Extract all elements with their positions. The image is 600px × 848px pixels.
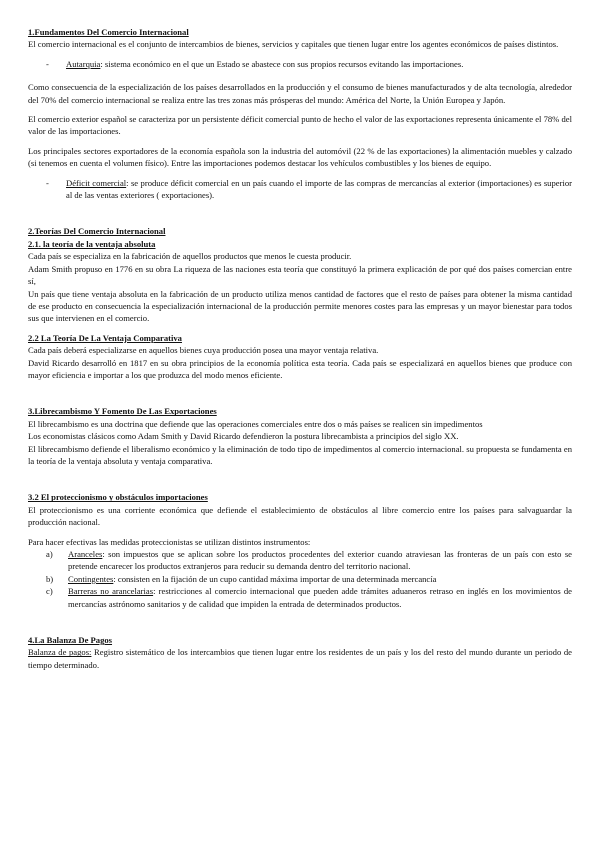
paragraph: Cada país se especializa en la fabricación de aquellos productos que menos le cuesta producir.: [28, 251, 352, 262]
bullet-text: [66, 58, 572, 70]
term-deficit: Déficit comercial: [66, 177, 127, 188]
list-item: [46, 585, 572, 610]
definition: : son impuestos que se aplican sobre los productos procedentes del exterior cuando atraviesan las fronteras de un país con esto se pretende encarecer los productos extranjeros para reducir su demanda dentro del territorio nacional.: [68, 549, 572, 572]
subheading-ventaja-comparativa: 2.2 La Teoría De La Ventaja Comparativa: [28, 332, 182, 343]
section-heading-teorias: 2.Teorías Del Comercio Internacional: [28, 226, 166, 237]
bullet-text: [66, 177, 572, 202]
document-page: [28, 26, 572, 671]
bullet-deficit: [46, 177, 572, 202]
list-item: [46, 573, 572, 585]
term-barreras: Barreras no arancelarias: [68, 586, 154, 597]
paragraph: [28, 646, 572, 671]
section-heading-librecambismo: 3.Librecambismo Y Fomento De Las Exportaciones: [28, 406, 217, 417]
list-marker: c): [46, 586, 53, 597]
paragraph: El librecambismo defiende el liberalismo económico y la eliminación de todo tipo de impedimentos al comercio internacional. su propuesta se fundamenta en la teoría de la ventaja absoluta y ventaja comparativa.: [28, 443, 572, 466]
paragraph: Como consecuencia de la especialización de los países desarrollados en la producción y el consumo de bienes manufacturados y de alta tecnología, alrededor del 70% del comercio internacional se realiza entre las tres zonas más prósperas del mundo: América del Norte, la Unión Europea y Japón.: [28, 82, 572, 105]
section-heading-proteccionismo: 3.2 El proteccionismo y obstáculos importaciones: [28, 492, 208, 503]
paragraph: Adam Smith propuso en 1776 en su obra La riqueza de las naciones esta teoría que constituyó la primera explicación de por qué dos países comercian entre sí,: [28, 263, 572, 287]
definition: : se produce déficit comercial en un país cuando el importe de las compras de mercancías al exterior (importaciones) es superior al de las ventas exteriores ( exportaciones).: [66, 177, 572, 201]
paragraph: El librecambismo es una doctrina que defiende que las operaciones comerciales entre dos o más países se realicen sin impedimentos: [28, 418, 483, 429]
definition: : consisten en la fijación de un cupo cantidad máxima importar de una determinada mercancía: [113, 573, 437, 584]
paragraph: Los principales sectores exportadores de la economía española son la industria del automóvil (22 % de las exportaciones) la alimentación muebles y calzado (si tenemos en cuenta el volumen físico). Entre las importaciones podemos destacar los vehículos combustibles y los bienes de equipo.: [28, 145, 572, 169]
term-balanza: Balanza de pagos:: [28, 647, 92, 658]
list-item-text: [68, 573, 572, 585]
definition: : sistema económico en el que un Estado se abastece con sus propios recursos evitando las importaciones.: [100, 58, 464, 69]
bullet-marker: -: [46, 58, 49, 69]
definition: : restricciones al comercio internacional que pueden adde trámites aduaneros retraso en inglés en los movimientos de mercancías astrónomo sanitarios y de calidad que impiden la entrada de determinados productos.: [68, 586, 572, 609]
paragraph: Cada país deberá especializarse en aquellos bienes cuya producción posea una mayor ventaja relativa.: [28, 345, 379, 356]
paragraph: Los economistas clásicos como Adam Smith y David Ricardo defendieron la postura librecambista a principios del siglo XX.: [28, 431, 459, 442]
paragraph: Un país que tiene ventaja absoluta en la fabricación de un producto utiliza menos cantidad de factores que el resto de países para obtener la misma cantidad de ese producto en consecuencia la especialización internacional de la producción permite menores costes para las empresas y un mayor bienestar para todos sus que intervienen en el comercio.: [28, 288, 572, 324]
list-item-text: [68, 548, 572, 573]
list-item: [46, 548, 572, 573]
paragraph: Para hacer efectivas las medidas proteccionistas se utilizan distintos instrumentos:: [28, 536, 311, 547]
definition: Registro sistemático de los intercambios que tienen lugar entre los residentes de un país y los del resto del mundo durante un periodo de tiempo determinado.: [28, 647, 572, 670]
term-contingentes: Contingentes: [68, 573, 114, 584]
section-heading-balanza: 4.La Balanza De Pagos: [28, 635, 113, 646]
term-aranceles: Aranceles: [68, 549, 103, 559]
instrument-list: [28, 548, 572, 610]
bullet-marker: -: [46, 177, 49, 188]
subheading-ventaja-absoluta: 2.1. la teoría de la ventaja absoluta: [28, 238, 156, 249]
paragraph: David Ricardo desarrolló en 1817 en su obra principios de la economía política esta teoría. Cada país se especializará en aquellos bienes que produce con mayor eficiencia e importar a los que produzca del modo menos eficiente.: [28, 357, 572, 380]
bullet-autarquia: [46, 58, 572, 70]
list-marker: a): [46, 549, 53, 559]
paragraph: El comercio internacional es el conjunto de intercambios de bienes, servicios y capitales que tienen lugar entre los agentes económicos de países distintos.: [28, 39, 559, 50]
paragraph: El comercio exterior español se caracteriza por un persistente déficit comercial punto de hecho el valor de las exportaciones representa únicamente el 78% del valor de las importaciones.: [28, 114, 572, 137]
list-marker: b): [46, 573, 54, 584]
term-autarquia: Autarquia: [66, 58, 101, 69]
section-heading-fundamentos: 1.Fundamentos Del Comercio Internacional: [28, 27, 189, 37]
paragraph: El proteccionismo es una corriente económica que defiende el establecimiento de obstáculos al libre comercio entre los países para salvaguardar la producción nacional.: [28, 504, 572, 528]
list-item-text: [68, 585, 572, 610]
